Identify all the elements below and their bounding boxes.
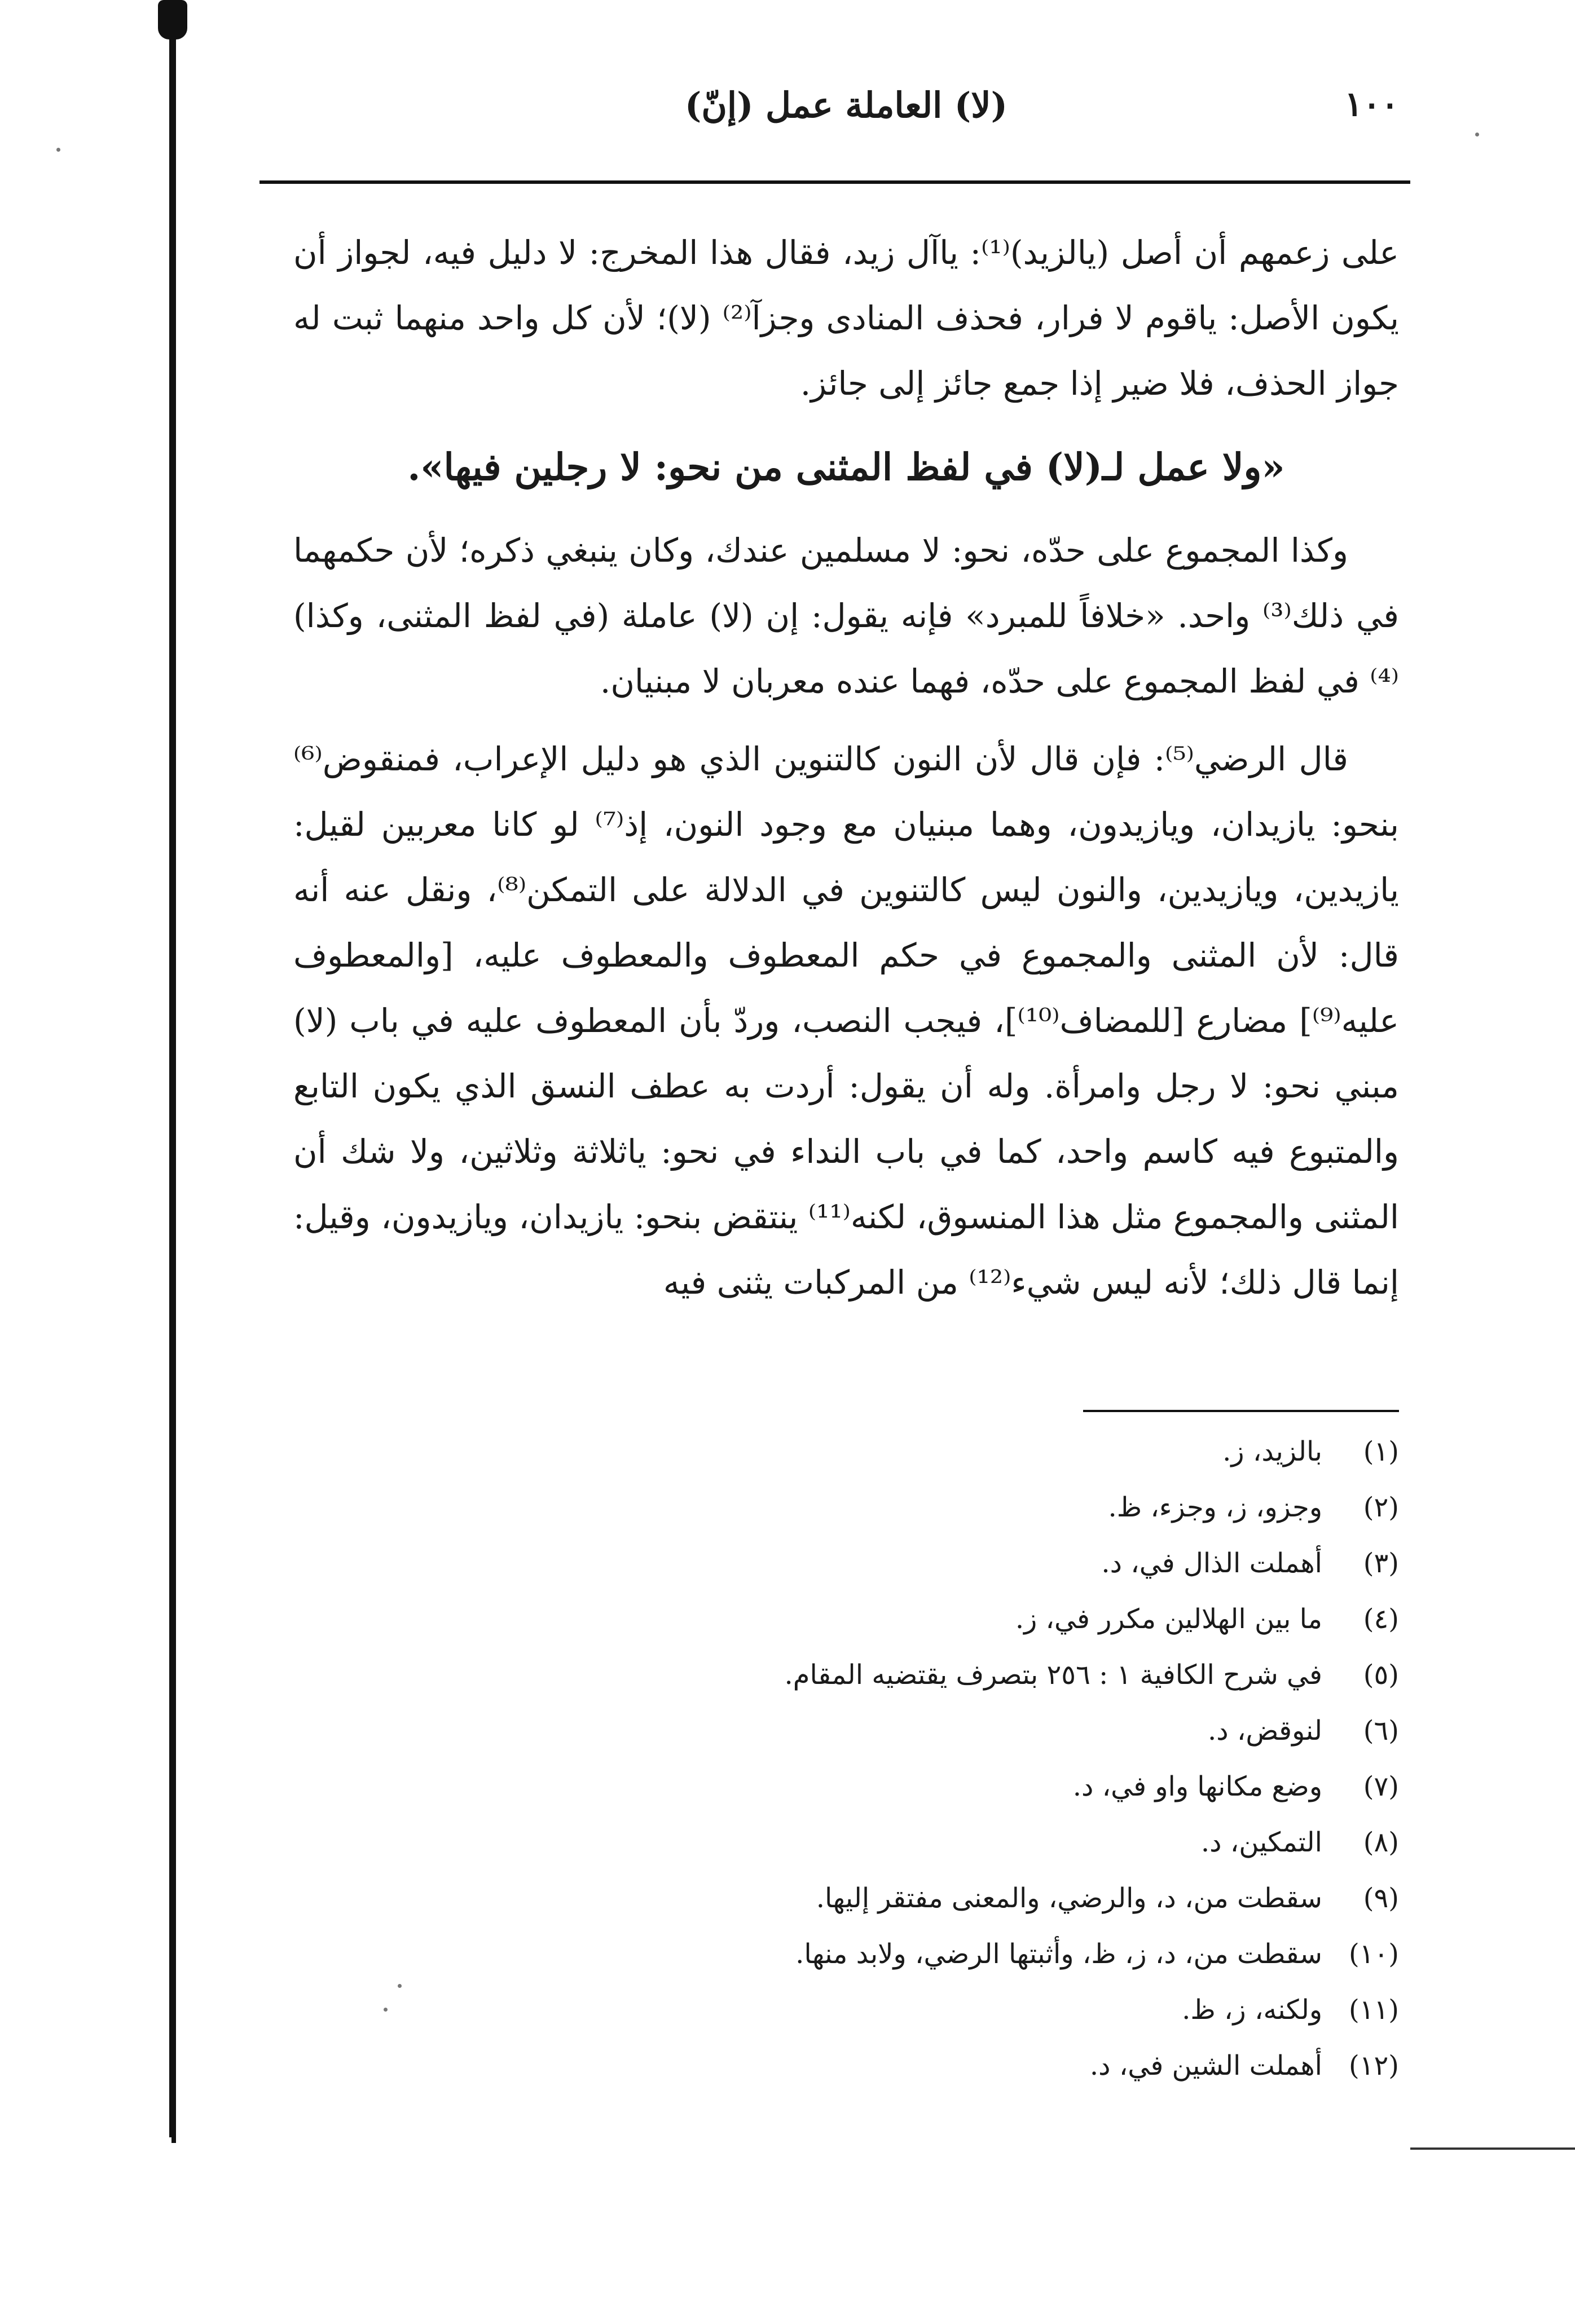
footnote-text: سقطت من، د، والرضي، والمعنى مفتقر إليها. — [816, 1882, 1322, 1914]
footnote — [293, 1759, 1399, 1815]
footnote-text: وضع مكانها واو في، د. — [1072, 1771, 1322, 1802]
binding-edge-foot — [171, 2103, 176, 2143]
footnote-number: (٧) — [1363, 1771, 1399, 1802]
footnote — [293, 2038, 1399, 2094]
footnote — [293, 1591, 1399, 1647]
footnote — [293, 1424, 1399, 1480]
footnote-number: (١٠) — [1348, 1938, 1399, 1970]
scan-speck — [56, 148, 60, 152]
paragraph-3: قال الرضي⁽⁵⁾: فإن قال لأن النون كالتنوين الذي هو دليل الإعراب، فمنقوض⁽⁶⁾ بنحو: يازيدان، ويازيدون، وهما مبنيان مع وجود النون، إذ⁽⁷⁾ لو كانا معربين لقيل: يازيدين، ويازيدين، والنون ليس كالتنوين في الدلالة على التمكن⁽⁸⁾، ونقل عنه أنه قال: لأن المثنى والمجموع في حكم المعطوف والمعطوف عليه، [والمعطوف عليه⁽⁹⁾] مضارع [للمضاف⁽¹⁰⁾]، فيجب النصب، وردّ بأن المعطوف عليه في باب (لا) مبني نحو: لا رجل وامرأة. وله أن يقول: أردت به عطف النسق الذي يكون التابع والمتبوع فيه كاسم واحد، كما في باب النداء في نحو: ياثلاثة وثلاثين، ولا شك أن المثنى والمجموع مثل هذا المنسوق، لكنه⁽¹¹⁾ ينتقض بنحو: يازيدان، ويازيدون، وقيل: إنما قال ذلك؛ لأنه ليس شيء⁽¹²⁾ من المركبات يثنى فيه — [293, 740, 1399, 1302]
footnote — [293, 1926, 1399, 1982]
scan-edge-mark — [1410, 2147, 1575, 2150]
footnote-text: أهملت الشين في، د. — [1089, 2050, 1322, 2082]
footnote-number: (٣) — [1363, 1547, 1399, 1579]
footnote-number: (٦) — [1363, 1715, 1399, 1747]
main-text — [293, 220, 1399, 1315]
header-rule — [259, 180, 1410, 184]
paragraph-2: وكذا المجموع على حدّه، نحو: لا مسلمين عندك، وكان ينبغي ذكره؛ لأن حكمهما في ذلك⁽³⁾ واحد. «خلافاً للمبرد» فإنه يقول: إن (لا) عاملة (في لفظ المثنى، وكذا)⁽⁴⁾ في لفظ المجموع على حدّه، فهما عنده معربان لا مبنيان. — [293, 531, 1399, 700]
footnote — [293, 1536, 1399, 1591]
footnote-number: (٤) — [1363, 1603, 1399, 1635]
footnote-text: لنوقض، د. — [1207, 1715, 1322, 1747]
scan-speck — [1475, 133, 1479, 136]
footnote-text: التمكين، د. — [1200, 1827, 1322, 1858]
footnote-number: (٨) — [1363, 1827, 1399, 1858]
footnote-number: (١١) — [1348, 1994, 1399, 2026]
footnotes — [293, 1424, 1399, 2094]
footnote-number: (١٢) — [1348, 2050, 1399, 2082]
footnote — [293, 1480, 1399, 1536]
footnote-text: سقطت من، د، ز، ظ، وأثبتها الرضي، ولابد منها. — [795, 1938, 1322, 1970]
page-number: ١٠٠ — [1344, 85, 1399, 124]
binding-edge-line — [169, 0, 176, 2137]
footnote — [293, 1703, 1399, 1759]
footnote-number: (٥) — [1363, 1659, 1399, 1691]
running-title: (لا) العاملة عمل (إنّ) — [685, 85, 1008, 126]
footnote-number: (٩) — [1363, 1882, 1399, 1914]
grammar-rule-heading: «ولا عمل لـ(لا) في لفظ المثنى من نحو: لا رجلين فيها». — [407, 445, 1285, 489]
footnote-text: أهملت الذال في، د. — [1101, 1547, 1322, 1579]
footnote-text: في شرح الكافية ١ : ٢٥٦ بتصرف يقتضيه المقام. — [784, 1659, 1322, 1691]
footnote-text: ما بين الهلالين مكرر في، ز. — [1015, 1603, 1322, 1635]
footnote — [293, 1982, 1399, 2038]
footnote — [293, 1815, 1399, 1871]
footnote-number: (١) — [1363, 1436, 1399, 1467]
footnote — [293, 1871, 1399, 1926]
paragraph-1: على زعمهم أن أصل (يالزيد)⁽¹⁾: ياآل زيد، فقال هذا المخرج: لا دليل فيه، لجواز أن يكون الأصل: ياقوم لا فرار، فحذف المنادى وجزآ⁽²⁾ (لا)؛ لأن كل واحد منهما ثبت له جواز الحذف، فلا ضير إذا جمع جائز إلى جائز. — [293, 233, 1399, 403]
footnote-text: ولكنه، ز، ظ. — [1182, 1994, 1322, 2026]
footnote — [293, 1647, 1399, 1703]
page-header — [293, 79, 1399, 152]
footnote-text: وجزو، ز، وجزء، ظ. — [1108, 1492, 1322, 1523]
footnote-text: بالزيد، ز. — [1222, 1436, 1322, 1467]
footnote-number: (٢) — [1363, 1492, 1399, 1523]
footnote-rule — [1083, 1410, 1399, 1412]
